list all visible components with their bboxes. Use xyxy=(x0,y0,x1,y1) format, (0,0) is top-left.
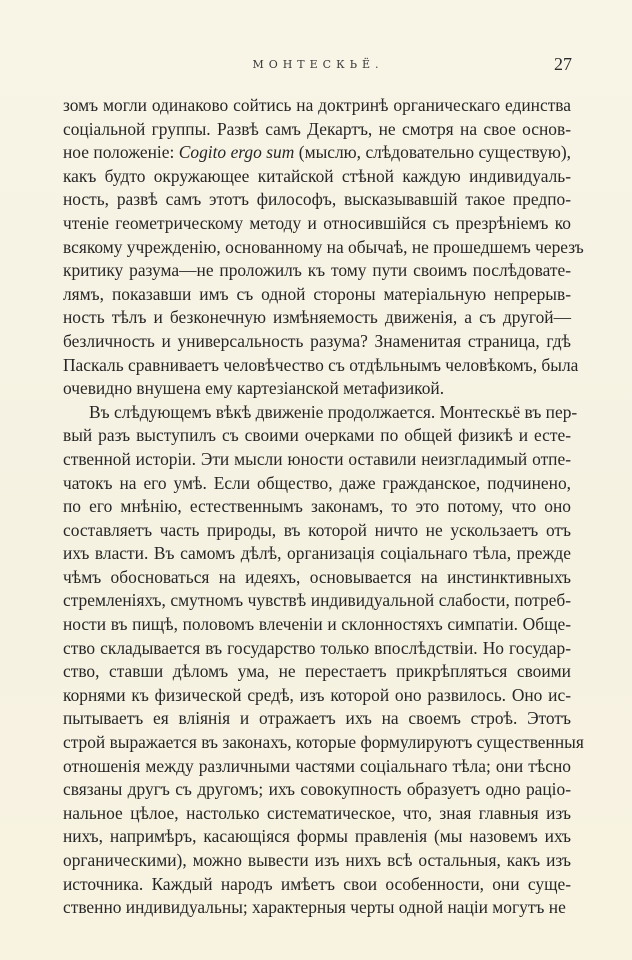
text-line: какъ будто окружающее китайской стѣной каждую индивидуаль- xyxy=(63,165,571,186)
latin-phrase: Cogito ergo sum xyxy=(178,142,295,163)
text-line: Въ слѣдующемъ вѣкѣ движеніе продолжается. Монтескьё въ пер- xyxy=(89,401,578,422)
text-line: ственно индивидуальны; характерныя черты одной націи могутъ не xyxy=(63,897,566,918)
text-line: ство складывается въ государство только впослѣдствіи. Но государ- xyxy=(63,637,571,658)
text-line: безличность и универсальность разума? Знаменитая страница, гдѣ xyxy=(63,330,571,351)
text-line: чѣмъ обосноваться на идеяхъ, основывается на инстинктивныхъ xyxy=(63,566,571,587)
text-line: чтеніе геометрическому методу и относившійся съ презрѣніемъ ко xyxy=(63,212,571,233)
text-line: ихъ власти. Въ самомъ дѣлѣ, организація соціальнаго тѣла, прежде xyxy=(63,543,571,564)
text-line: ности въ пищѣ, половомъ влеченіи и склонностяхъ симпатіи. Обще- xyxy=(63,614,571,635)
text-line: по его мнѣнію, естественнымъ законамъ, то это потому, что оно xyxy=(63,496,571,517)
text-line: ственной исторіи. Эти мысли юности оставили неизгладимый отпе- xyxy=(63,448,571,469)
paragraph xyxy=(63,94,584,401)
text-line: критику разума—не проложилъ къ тому пути своимъ послѣдовате- xyxy=(63,260,571,281)
text-line: корнями къ физической средѣ, изъ которой оно развилось. Оно ис- xyxy=(63,684,571,705)
text-line: нихъ, напримѣръ, касающіяся формы правленія (мы назовемъ ихъ xyxy=(63,826,571,847)
text-line: лямъ, показавши имъ съ одной стороны матеріальную непрерыв- xyxy=(63,283,571,304)
text-line: Паскаль сравниваетъ человѣчество съ отдѣльнымъ человѣкомъ, была xyxy=(63,354,579,375)
text-line: строй выражается въ законахъ, которые формулируютъ существенныя xyxy=(63,732,584,753)
text-line: ность тѣлъ и безконечную измѣняемость движенія, а съ другой— xyxy=(63,307,571,328)
body-text xyxy=(63,94,584,920)
text-line: вый разъ выступилъ съ своими очерками по общей физикѣ и есте- xyxy=(63,425,571,446)
text-line: ность, развѣ самъ этотъ философъ, высказывавшій такое предпо- xyxy=(63,189,571,210)
running-title: МОНТЕСКЬЁ. xyxy=(252,58,384,71)
text-line: нальное цѣлое, настолько систематическое, что, зная главныя изъ xyxy=(63,802,571,823)
text-line: ство, ставши дѣломъ ума, не перестаетъ прикрѣпляться своими xyxy=(63,661,571,682)
text-line: очевидно внушена ему картезіанской метафизикой. xyxy=(63,378,445,399)
text-line: пытываетъ ея вліянія и отражаетъ ихъ на своемъ строѣ. Этотъ xyxy=(63,708,571,729)
page-header xyxy=(64,54,572,80)
text-line: органическими), можно вывести изъ нихъ всѣ остальныя, какъ изъ xyxy=(63,850,571,870)
text-line: составляетъ часть природы, въ которой ничто не ускользаетъ отъ xyxy=(63,519,571,540)
text-line: источника. Каждый народъ имѣетъ свои особенности, они суще- xyxy=(63,873,571,894)
text-line: стремленіяхъ, смутномъ чувствѣ индивидуальной слабости, потреб- xyxy=(63,590,571,611)
text-line: зомъ могли одинаково сойтись на доктринѣ органическаго единства xyxy=(63,95,571,115)
text-line: чатокъ на его умѣ. Если общество, даже гражданское, подчинено, xyxy=(63,472,571,493)
text-line: ное положеніе: Cogito ergo sum (мыслю, слѣдовательно существую), xyxy=(63,142,571,163)
page-number: 27 xyxy=(554,54,572,74)
text-line: всякому учрежденію, основанному на обычаѣ, не прошедшемъ черезъ xyxy=(63,236,584,257)
text-line: соціальной группы. Развѣ самъ Декартъ, не смотря на свое основ- xyxy=(63,118,571,139)
text-line: связаны другъ съ другомъ; ихъ совокупность образуетъ одно раціо- xyxy=(63,779,571,800)
paragraph xyxy=(63,401,584,920)
text-line: отношенія между различными частями соціальнаго тѣла; они тѣсно xyxy=(63,755,571,776)
